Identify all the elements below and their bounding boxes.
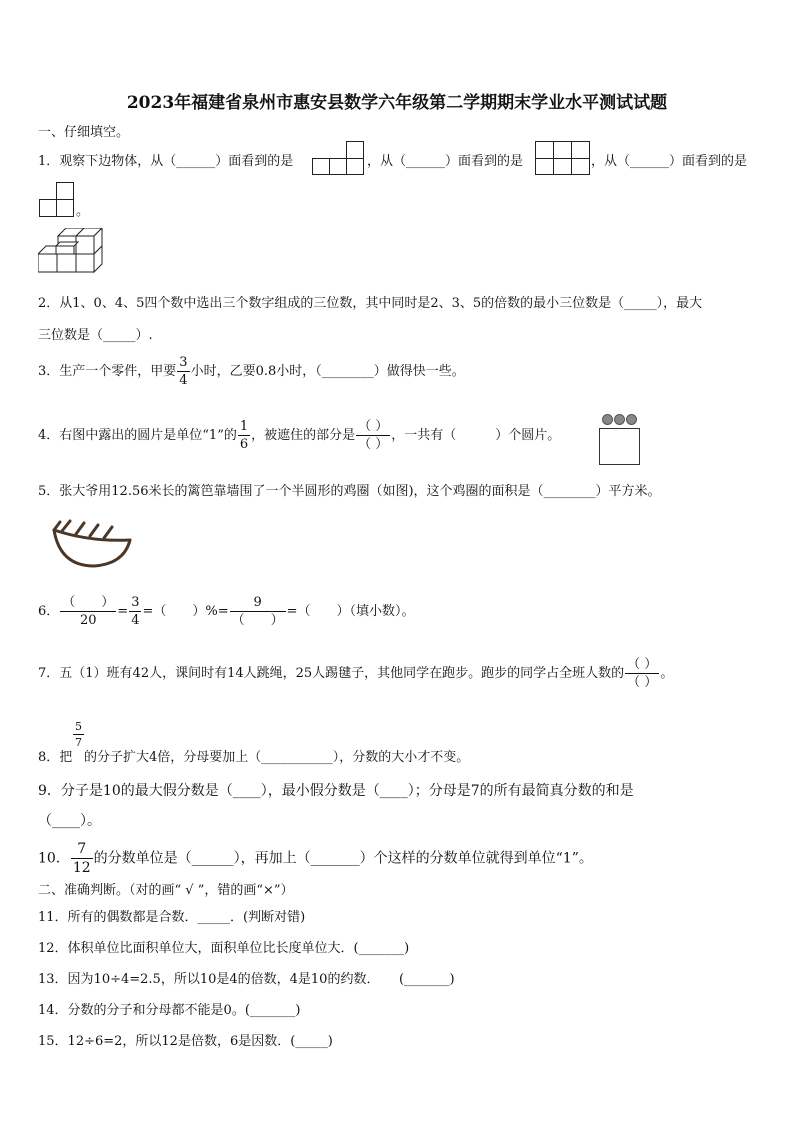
q3-fraction-denominator: 4: [179, 373, 188, 388]
question-6-mid: =（ ）%=: [142, 604, 229, 619]
q10-fraction-denominator: 12: [72, 860, 91, 876]
question-1-part4: 。: [76, 204, 90, 219]
question-11: 11．所有的偶数都是合数．_____．(判断对错): [38, 910, 306, 925]
q4-answer-numerator: （ ）: [358, 419, 389, 434]
view-figure-2: [535, 141, 590, 175]
question-4-after: ，一共有（ ）个圆片。: [391, 428, 561, 443]
question-10: [38, 842, 593, 875]
question-10-after: 的分数单位是（______），再加上（_______）个这样的分数单位就得到单位“1”。: [93, 850, 593, 867]
q6-fraction3-numerator: 9: [253, 595, 262, 610]
q6-fraction2-numerator: 3: [131, 595, 140, 610]
question-1-part3: ，从（______）面看到的是: [591, 154, 748, 169]
q8-fraction-denominator: 7: [75, 736, 82, 749]
question-8-after: 的分子扩大4倍，分母要加上（___________），分数的大小才不变。: [84, 750, 470, 765]
question-9-line2: （____）。: [38, 813, 101, 829]
cube-stack-figure: [38, 228, 106, 276]
question-6-after: =（ ）（填小数）。: [286, 604, 415, 619]
question-13: 13．因为10÷4=2.5，所以10是4的倍数，4是10的约数． (_______): [38, 972, 455, 987]
view-figure-3: [39, 182, 75, 217]
q7-answer-denominator: （ ）: [627, 675, 658, 690]
question-3-after: 小时，乙要0.8小时，（________）做得快一些。: [190, 364, 465, 379]
q6-fraction1-denominator: 20: [60, 611, 116, 627]
section-heading-1: 一、仔细填空。: [38, 125, 130, 140]
semicircle-pen-figure: [50, 516, 134, 570]
question-3: [38, 356, 465, 387]
q6-fraction3-denominator: （ ）: [231, 613, 284, 628]
question-1-part1: 1．观察下边物体，从（______）面看到的是: [38, 154, 294, 169]
q8-fraction: [72, 721, 85, 748]
question-3-before: 3．生产一个零件，甲要: [38, 364, 177, 379]
question-2-line1: 2．从1、0、4、5四个数中选出三个数字组成的三位数，其中同时是2、3、5的倍数的最小三位数是（_____），最大: [38, 296, 703, 311]
question-8-before: 8．把: [38, 750, 73, 765]
question-9-line1: 9．分子是10的最大假分数是（____），最小假分数是（____）；分母是7的所有最简真分数的和是: [38, 783, 634, 799]
cover-box: [599, 428, 640, 465]
question-7-before: 7．五（1）班有42人，课间时有14人跳绳，25人踢毽子，其他同学在跑步。跑步的同学占全班人数的: [38, 666, 625, 681]
q3-fraction-numerator: 3: [179, 355, 188, 370]
question-12: 12．体积单位比面积单位大，面积单位比长度单位大．(_______): [38, 941, 410, 956]
q4-fraction-numerator: 1: [239, 419, 249, 434]
q7-answer-numerator: （ ）: [627, 657, 658, 672]
question-2-line2: 三位数是（_____）.: [38, 328, 153, 343]
question-14: 14．分数的分子和分母都不能是0。(_______): [38, 1003, 301, 1018]
q4-answer-denominator: （ ）: [358, 437, 389, 452]
question-6: [38, 596, 415, 627]
question-4: [38, 420, 560, 451]
q6-equals: =: [117, 604, 129, 619]
circle-piece: [614, 414, 625, 425]
view-figure-1: [312, 141, 366, 175]
question-15: 15．12÷6=2，所以12是倍数，6是因数．(_____): [38, 1034, 333, 1049]
q10-fraction-numerator: 7: [77, 841, 87, 857]
question-6-label: 6．: [38, 604, 60, 619]
circle-piece: [602, 414, 613, 425]
question-7-after: 。: [660, 666, 674, 681]
question-5: 5．张大爷用12.56米长的篱笆靠墙围了一个半圆形的鸡圈（如图)，这个鸡圈的面积是（________）平方米。: [38, 484, 661, 499]
section-heading-2: 二、准确判断。（对的画“ √ ”，错的画“×”）: [38, 883, 294, 898]
q4-fraction-denominator: 6: [239, 437, 249, 452]
q6-fraction1-numerator: （ ）: [62, 595, 115, 610]
page-title: 2023年福建省泉州市惠安县数学六年级第二学期期末学业水平测试试题: [126, 93, 668, 113]
question-10-before: 10．: [38, 850, 70, 867]
circle-pieces-figure: [598, 414, 642, 466]
question-4-mid: ，被遮住的部分是: [251, 428, 356, 443]
question-1-part2: ，从（______）面看到的是: [367, 154, 524, 169]
q6-fraction2-denominator: 4: [131, 613, 140, 628]
q8-fraction-numerator: 5: [75, 720, 82, 733]
circle-piece: [626, 414, 637, 425]
question-7: [38, 658, 673, 689]
question-4-before: 4．右图中露出的圆片是单位“1”的: [38, 428, 237, 443]
